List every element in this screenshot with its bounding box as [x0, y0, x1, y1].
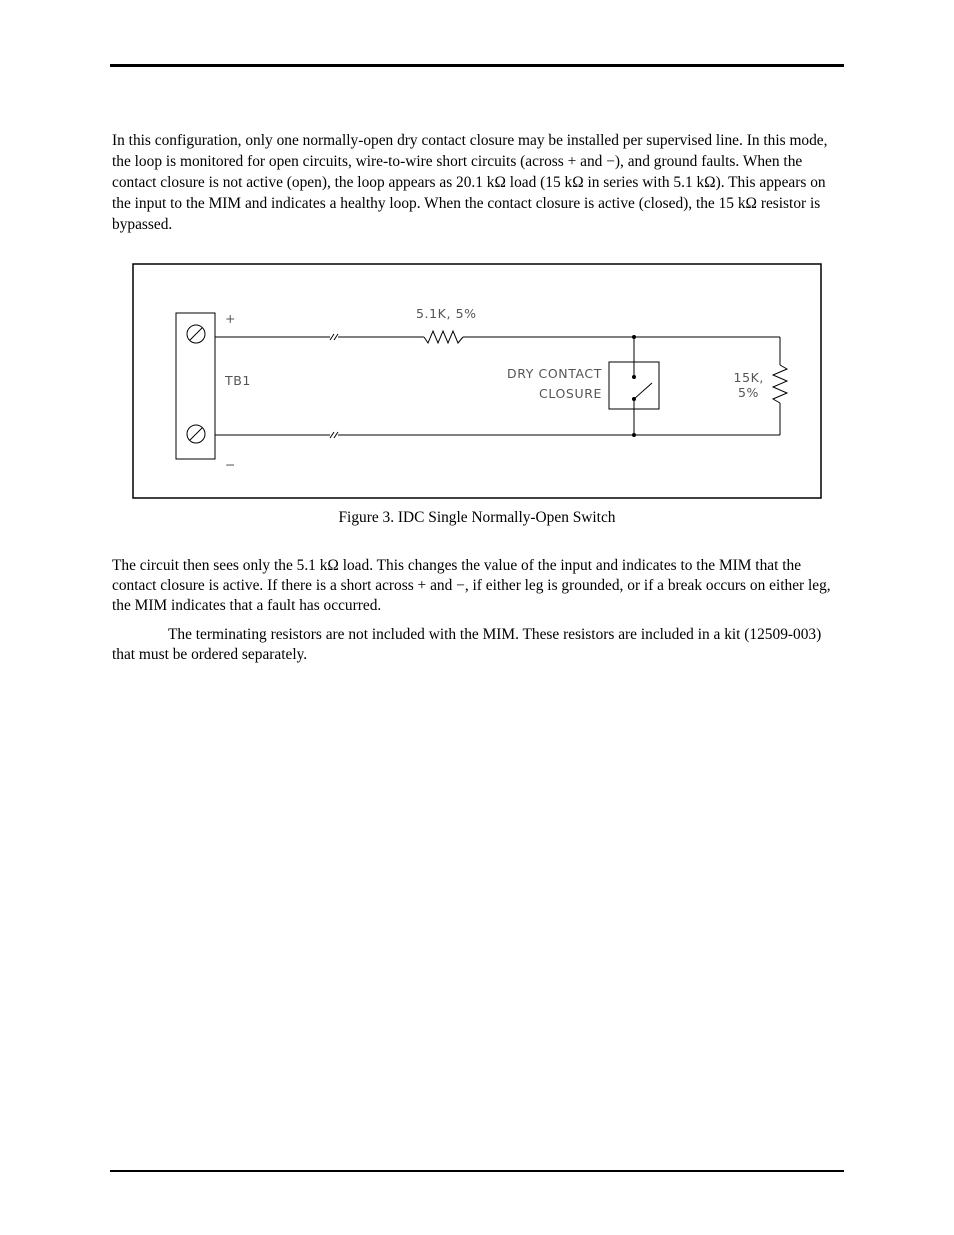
- circuit-diagram: [132, 263, 822, 499]
- intro-paragraph: In this configuration, only one normally-open dry contact closure may be installed per supervised line. In this mode, the loop is monitored for open circuits, wire-to-wire short circuits (across + and −), and ground faults. When the contact closure is not active (open), the loop appears as 20.1 kΩ load (15 kΩ in series with 5.1 kΩ). This appears on the input to the MIM and indicates a healthy loop. When the contact closure is active (closed), the 15 kΩ resistor is bypassed.: [112, 132, 828, 233]
- switch-icon: [632, 375, 652, 401]
- contact-label-line2: CLOSURE: [539, 386, 602, 401]
- circuit-diagram-svg: [132, 263, 822, 499]
- kit-paragraph-text: The terminating resistors are not included with the MIM. These resistors are included in a kit (12509-003) that must be ordered separately.: [112, 626, 822, 663]
- terminal-block-label: TB1: [225, 373, 251, 388]
- header-rule: [110, 64, 844, 67]
- wire-break-icon: [330, 432, 338, 438]
- eol-resistor-label-line1: 15K,: [733, 370, 764, 385]
- resistor-icon: [424, 331, 463, 343]
- contact-label-line1: DRY CONTACT: [507, 366, 602, 381]
- minus-label: −: [225, 457, 237, 472]
- plus-label: +: [225, 311, 237, 326]
- resistor-icon: [773, 365, 787, 403]
- footer-rule: [110, 1170, 844, 1172]
- eol-resistor-label-line2: 5%: [737, 385, 759, 400]
- kit-paragraph: [112, 625, 844, 665]
- junction-dot-bottom: [632, 433, 636, 437]
- screw-terminal-icon: [187, 425, 205, 443]
- junction-dot-top: [632, 335, 636, 339]
- series-resistor-label: 5.1K, 5%: [416, 306, 477, 321]
- screw-terminal-icon: [187, 325, 205, 343]
- wire-break-icon: [330, 334, 338, 340]
- result-paragraph: The circuit then sees only the 5.1 kΩ load. This changes the value of the input and indicates to the MIM that the contact closure is active. If there is a short across + and −, if either leg is grounded, or if a break occurs on either leg, the MIM indicates that a fault has occurred.: [112, 557, 831, 614]
- figure-caption: Figure 3. IDC Single Normally-Open Switch: [338, 509, 616, 526]
